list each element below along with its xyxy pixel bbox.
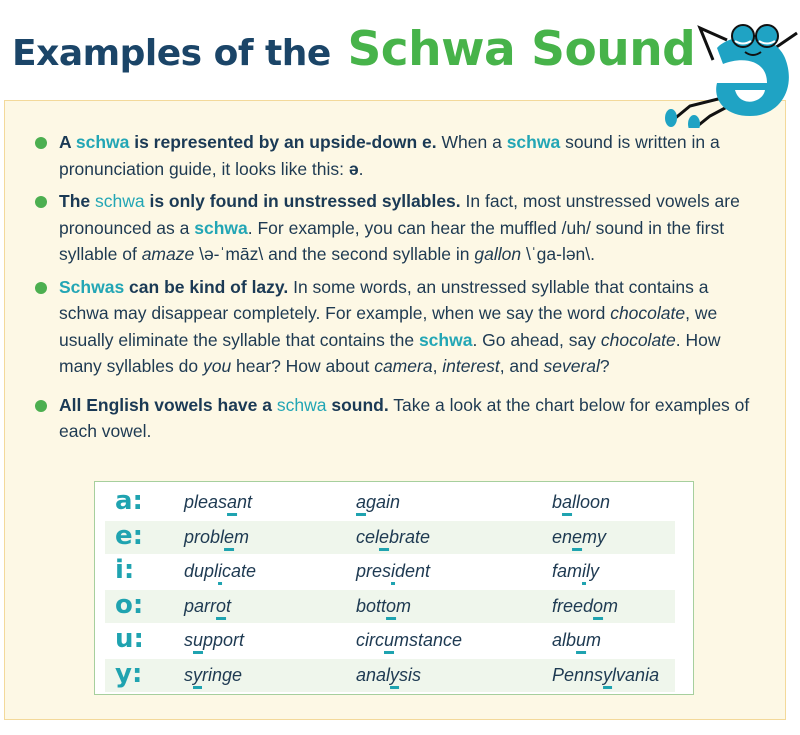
example-word bbox=[184, 561, 256, 582]
schwa-vowel-underline: e bbox=[572, 526, 583, 547]
example-word bbox=[552, 561, 599, 582]
body-text: sound is written in a pronunciation guide, it looks like this: bbox=[59, 132, 720, 179]
bullet-dot-icon bbox=[35, 137, 47, 149]
example-word: gallon bbox=[474, 244, 522, 264]
lead-text: The bbox=[59, 191, 95, 211]
word-part: anal bbox=[356, 664, 391, 685]
example-word bbox=[552, 527, 606, 548]
word-part: lloon bbox=[572, 492, 611, 512]
lead-text: is only found in unstressed syllables. bbox=[144, 191, 461, 211]
body-text: , and bbox=[499, 356, 544, 376]
body-text: ? bbox=[599, 356, 610, 376]
word-part: parr bbox=[184, 595, 217, 616]
body-text: \ə-ˈmāz\ and the second syllable in bbox=[194, 244, 475, 264]
word-part: m bbox=[234, 526, 250, 547]
schwa-vowel-underline: y bbox=[390, 664, 400, 685]
schwa-vowel-underline: e bbox=[224, 526, 235, 547]
body-text: . How many syllables do bbox=[59, 329, 721, 376]
content-panel bbox=[4, 100, 786, 720]
page-title bbox=[12, 22, 695, 77]
word-part: fam bbox=[552, 561, 583, 581]
bullet-item bbox=[35, 392, 760, 445]
chart-row bbox=[105, 590, 675, 623]
bullet-item bbox=[35, 129, 760, 182]
vowel-label: i: bbox=[115, 555, 135, 585]
schwa-vowel-underline: a bbox=[356, 492, 367, 512]
vowel-label: y: bbox=[115, 658, 143, 689]
schwa-vowel-underline: a bbox=[562, 492, 573, 512]
schwa-vowel-underline: o bbox=[386, 595, 397, 616]
schwa-vowel-underline: y bbox=[603, 664, 613, 685]
word-part: pleas bbox=[184, 492, 228, 512]
lead-text: sound. bbox=[326, 394, 389, 415]
example-word: camera bbox=[374, 356, 433, 376]
example-word bbox=[356, 630, 462, 651]
body-text: \ˈga-lən\. bbox=[521, 244, 596, 264]
example-word bbox=[184, 665, 242, 686]
schwa-vowel-underline: i bbox=[218, 561, 223, 581]
word-part: s bbox=[184, 664, 193, 685]
vowel-label: o: bbox=[115, 589, 144, 620]
schwa-symbol: ə bbox=[348, 158, 359, 179]
lead-text: A bbox=[59, 132, 76, 152]
schwa-highlight: schwa bbox=[506, 132, 561, 152]
bullet-item bbox=[35, 274, 760, 380]
body-text: When a bbox=[436, 132, 507, 152]
body-text: . For example, you can hear the muffled /uh/ sound in the first syllable of bbox=[59, 217, 725, 264]
word-part: freed bbox=[552, 595, 594, 616]
word-part: sis bbox=[399, 664, 422, 685]
word-part: cel bbox=[356, 526, 380, 547]
word-part: en bbox=[552, 526, 573, 547]
schwa-highlight: schwa bbox=[418, 329, 473, 350]
bullet-list bbox=[35, 129, 760, 451]
example-word bbox=[184, 527, 249, 548]
body-text: , we usually eliminate the syllable that contains the bbox=[59, 303, 718, 350]
chart-row bbox=[105, 659, 675, 692]
word-part: pres bbox=[356, 561, 392, 581]
schwa-vowel-underline: i bbox=[391, 561, 396, 581]
word-part: Penns bbox=[552, 664, 604, 685]
word-part: dent bbox=[395, 561, 431, 581]
schwa-highlight: schwa bbox=[194, 217, 248, 238]
word-part: b bbox=[552, 492, 563, 512]
example-word: you bbox=[202, 356, 232, 376]
word-part: pport bbox=[203, 630, 245, 650]
body-text: In some words, an unstressed syllable that contains a schwa may disappear completely. For example, when we say the word bbox=[59, 276, 709, 323]
schwa-vowel-underline: e bbox=[379, 526, 390, 547]
chart-row bbox=[105, 486, 675, 519]
bullet-dot-icon bbox=[35, 400, 47, 412]
word-part: m bbox=[603, 595, 619, 616]
example-word bbox=[184, 630, 244, 651]
schwa-highlight: schwa bbox=[276, 394, 327, 415]
example-word bbox=[356, 492, 400, 513]
example-word bbox=[552, 596, 618, 617]
example-word bbox=[552, 492, 610, 513]
lead-text: can be kind of lazy. bbox=[124, 276, 289, 297]
schwa-highlight: schwa bbox=[94, 191, 145, 211]
body-text: In fact, most unstressed vowels are pronounced as a bbox=[59, 191, 740, 238]
schwa-vowel-underline: u bbox=[193, 630, 204, 650]
body-text: . bbox=[358, 158, 364, 179]
bullet-dot-icon bbox=[35, 196, 47, 208]
word-part: bott bbox=[356, 595, 387, 616]
word-part: alb bbox=[552, 630, 577, 650]
word-part: ringe bbox=[202, 664, 243, 685]
title-highlight: Schwa Sound bbox=[347, 22, 696, 77]
bullet-dot-icon bbox=[35, 282, 47, 294]
body-text: . Go ahead, say bbox=[472, 329, 601, 350]
vowel-examples-chart bbox=[94, 481, 694, 695]
lead-text: All English vowels have a bbox=[59, 394, 277, 415]
chart-row bbox=[105, 624, 675, 657]
schwa-vowel-underline: u bbox=[576, 630, 587, 650]
schwa-highlight: Schwas bbox=[59, 276, 125, 297]
schwa-vowel-underline: o bbox=[593, 595, 604, 616]
example-word bbox=[552, 665, 659, 686]
word-part: probl bbox=[184, 526, 225, 547]
word-part: lvania bbox=[612, 664, 660, 685]
example-word: chocolate bbox=[610, 303, 686, 323]
word-part: ly bbox=[586, 561, 600, 581]
example-word bbox=[356, 561, 430, 582]
lead-text: is represented by an upside-down e. bbox=[129, 132, 437, 152]
word-part: m bbox=[396, 595, 412, 616]
example-word bbox=[552, 630, 601, 651]
example-word bbox=[356, 527, 430, 548]
example-word bbox=[356, 596, 411, 617]
word-part: brate bbox=[389, 526, 431, 547]
schwa-mascot-icon bbox=[655, 8, 800, 128]
word-part: cate bbox=[222, 561, 257, 581]
schwa-vowel-underline: a bbox=[227, 492, 238, 512]
word-part: my bbox=[582, 526, 607, 547]
word-part: nt bbox=[237, 492, 253, 512]
vowel-label: u: bbox=[115, 624, 144, 654]
word-part: mstance bbox=[394, 630, 463, 650]
schwa-highlight: schwa bbox=[75, 132, 130, 152]
title-prefix: Examples of the bbox=[12, 33, 331, 74]
schwa-vowel-underline: i bbox=[582, 561, 587, 581]
word-part: m bbox=[586, 630, 602, 650]
example-word: several bbox=[543, 356, 600, 376]
word-part: gain bbox=[366, 492, 401, 512]
word-part: circ bbox=[356, 630, 384, 650]
chart-row bbox=[105, 521, 675, 554]
example-word: chocolate bbox=[600, 329, 676, 350]
example-word bbox=[184, 596, 231, 617]
schwa-vowel-underline: u bbox=[384, 630, 395, 650]
example-word: interest bbox=[442, 356, 500, 376]
word-part: t bbox=[226, 595, 232, 616]
example-word: amaze bbox=[141, 244, 195, 264]
word-part: s bbox=[184, 630, 193, 650]
chart-row bbox=[105, 555, 675, 588]
vowel-label: a: bbox=[115, 486, 143, 516]
body-text: Take a look at the chart below for examples of each vowel. bbox=[59, 394, 750, 441]
example-word bbox=[356, 665, 421, 686]
vowel-label: e: bbox=[115, 520, 144, 551]
schwa-vowel-underline: y bbox=[193, 664, 202, 685]
word-part: dupl bbox=[184, 561, 219, 581]
bullet-item bbox=[35, 188, 760, 268]
body-text: , bbox=[432, 356, 443, 376]
body-text: hear? How about bbox=[231, 356, 375, 376]
schwa-vowel-underline: o bbox=[216, 595, 227, 616]
example-word bbox=[184, 492, 252, 513]
